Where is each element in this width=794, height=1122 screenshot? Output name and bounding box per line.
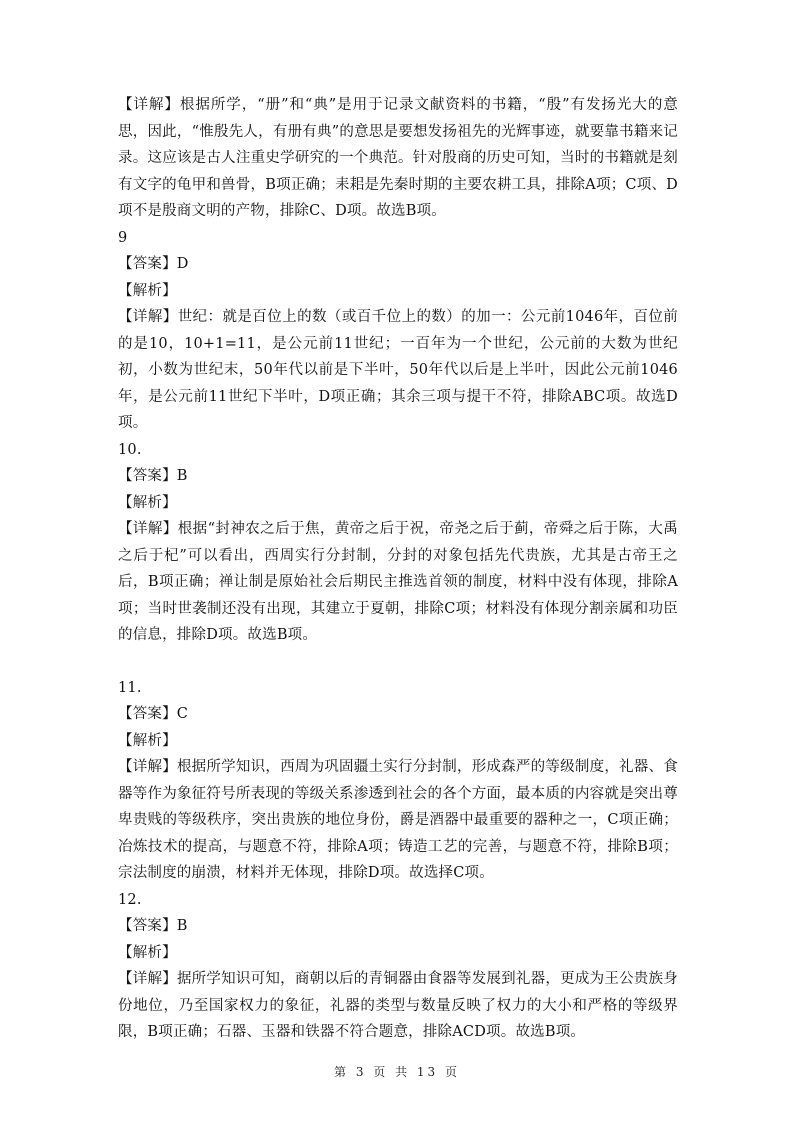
explanation-q11: 【详解】根据所学知识，西周为巩固疆土实行分封制，形成森严的等级制度，礼器、食器等作为象征符号所表现的等级关系渗透到社会的各个方面，最本质的内容就是突出尊卑贵贱的等级秩序，突出贵族的地位身份，爵是酒器中最重要的器种之一，C项正确；冶炼技术的提高，与题意不符，排除A项；铸造工艺的完善，与题意不符，排除B项；宗法制度的崩溃，材料并无体现，排除D项。故选择C项。: [118, 759, 678, 881]
analysis-label-q12: 【解析】: [118, 944, 177, 961]
page-footer: 第 3 页 共 13 页: [334, 1065, 460, 1079]
explanation-q8: 【详解】根据所学，“册”和“典”是用于记录文献资料的书籍，“殷”有发扬光大的意思，因此，“惟殷先人，有册有典”的意思是要想发扬祖先的光辉事迹，就要靠书籍来记录。这应该是古人注重史学研究的一个典范。针对殷商的历史可知，当时的书籍就是刻有文字的龟甲和兽骨，B项正确；耒耜是先秦时期的主要农耕工具，排除A项；C项、D项不是殷商文明的产物，排除C、D项。故选B项。: [118, 97, 678, 219]
answer-q9: 【答案】D: [118, 256, 189, 272]
analysis-label-q10: 【解析】: [118, 494, 177, 511]
answer-q11: 【答案】C: [118, 706, 189, 722]
spacer: [118, 649, 678, 675]
explanation-q9: 【详解】世纪：就是百位上的数（或百千位上的数）的加一：公元前1046年，百位前的是10，10+1=11，是公元前11世纪；一百年为一个世纪，公元前的大数为世纪初，小数为世纪末，50年代以前是下半叶，50年代以后是上半叶，因此公元前1046年，是公元前11世纪下半叶，D项正确；其余三项与提干不符，排除ABC项。故选D项。: [118, 309, 678, 431]
question-number-9: 9: [118, 229, 128, 246]
question-number-10: 10.: [118, 441, 142, 458]
question-number-12: 12.: [118, 891, 142, 908]
answer-q12: 【答案】B: [118, 918, 188, 934]
analysis-label-q11: 【解析】: [118, 732, 177, 749]
analysis-label-q9: 【解析】: [118, 282, 177, 299]
page-content: [118, 92, 678, 1046]
explanation-q10: 【详解】根据“封神农之后于焦，黄帝之后于祝，帝尧之后于蓟，帝舜之后于陈，大禹之后于杞”可以看出，西周实行分封制，分封的对象包括先代贵族，尤其是古帝王之后，B项正确；禅让制是原始社会后期民主推选首领的制度，材料中没有体现，排除A项；当时世袭制还没有出现，其建立于夏朝，排除C项；材料没有体现分割亲属和功臣的信息，排除D项。故选B项。: [118, 521, 678, 643]
answer-q10: 【答案】B: [118, 468, 188, 484]
explanation-q12: 【详解】据所学知识可知，商朝以后的青铜器由食器等发展到礼器，更成为王公贵族身份地位，乃至国家权力的象征，礼器的类型与数量反映了权力的大小和严格的等级界限，B项正确；石器、玉器和铁器不符合题意，排除ACD项。故选B项。: [118, 971, 678, 1040]
question-number-11: 11.: [118, 679, 142, 696]
